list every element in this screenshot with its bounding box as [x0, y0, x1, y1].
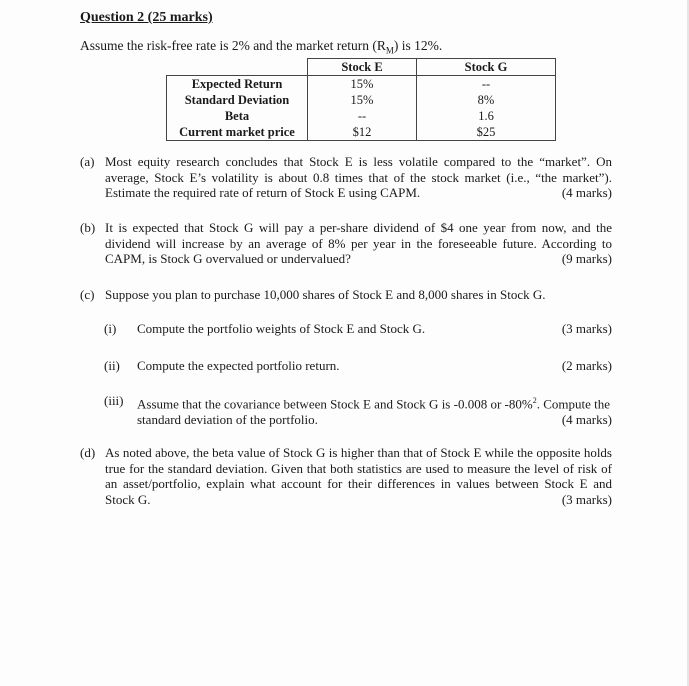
part-c-ii-label: (ii) [104, 358, 120, 373]
part-c-label: (c) [80, 287, 95, 302]
cell-stock-g: $25 [417, 124, 556, 141]
row-label: Beta [167, 108, 308, 124]
cell-stock-g: 8% [417, 92, 556, 108]
part-d-label: (d) [80, 445, 96, 460]
part-c-iii-label: (iii) [104, 393, 124, 408]
table-row [167, 76, 556, 93]
table-row [167, 108, 556, 124]
part-a-marks: (4 marks) [561, 185, 612, 200]
table-row [167, 124, 556, 141]
part-c-i-text: Compute the portfolio weights of Stock E and Stock G. [137, 321, 426, 336]
part-c-iii-text-after: . Compute the standard deviation of the portfolio. [137, 396, 610, 427]
table-header-stock-g: Stock G [417, 59, 556, 76]
cell-stock-e: 15% [308, 92, 417, 108]
part-c-ii-marks: (2 marks) [561, 358, 612, 373]
part-c-iii-text-before: Assume that the covariance between Stock E and Stock G is -0.008 or -80% [137, 396, 533, 412]
stock-table [166, 58, 556, 141]
table-header-stock-e: Stock E [308, 59, 417, 76]
part-c-iii [104, 393, 612, 427]
part-d-marks: (3 marks) [561, 491, 612, 507]
cell-stock-e: 15% [308, 76, 417, 93]
intro-subscript: M [385, 45, 394, 56]
row-label: Standard Deviation [167, 92, 308, 108]
part-c-ii-text: Compute the expected portfolio return. [137, 358, 340, 373]
intro-text [80, 38, 442, 56]
part-d [80, 445, 612, 507]
part-b-marks: (9 marks) [561, 251, 612, 266]
part-c-iii-marks: (4 marks) [561, 411, 612, 427]
cell-stock-g: 1.6 [417, 108, 556, 124]
table-row [167, 92, 556, 108]
part-b [80, 220, 612, 267]
intro-after: ) is 12%. [393, 38, 443, 53]
part-c-ii [104, 358, 612, 374]
intro-before: Assume the risk-free rate is 2% and the market return (R [80, 38, 386, 53]
table-corner [167, 59, 308, 76]
part-c-iii-superscript: 2 [532, 396, 537, 405]
row-label: Current market price [167, 124, 308, 141]
row-label: Expected Return [167, 76, 308, 93]
question-title: Question 2 (25 marks) [80, 10, 213, 25]
part-b-text: It is expected that Stock G will pay a per-share dividend of $4 one year from now, and the dividend will increase by an average of 8% per year in the foreseeable future. According to CAPM, is Stock G overvalued or undervalued? [105, 220, 612, 266]
cell-stock-e: $12 [308, 124, 417, 141]
part-c-i [104, 321, 612, 337]
part-b-label: (b) [80, 220, 96, 235]
part-c-i-label: (i) [104, 321, 117, 336]
cell-stock-e: -- [308, 108, 417, 124]
part-a [80, 154, 612, 201]
part-c-i-marks: (3 marks) [561, 321, 612, 336]
part-a-label: (a) [80, 154, 95, 169]
cell-stock-g: -- [417, 76, 556, 93]
part-c-text: Suppose you plan to purchase 10,000 shares of Stock E and 8,000 shares in Stock G. [105, 287, 546, 302]
part-a-text: Most equity research concludes that Stock E is less volatile compared to the “market”. On average, Stock E’s volatility is about 0.8 times that of the stock market (i.e., “the market”). Estimate the required rate of return of Stock E using CAPM. [105, 154, 612, 200]
part-d-text: As noted above, the beta value of Stock G is higher than that of Stock E while the opposite holds true for the standard deviation. Given that both statistics are used to measure the level of risk of an asset/portfolio, explain what account for their differences in values between Stock E and Stock G. [105, 445, 612, 507]
part-c [80, 287, 612, 303]
table-header-row [167, 59, 556, 76]
